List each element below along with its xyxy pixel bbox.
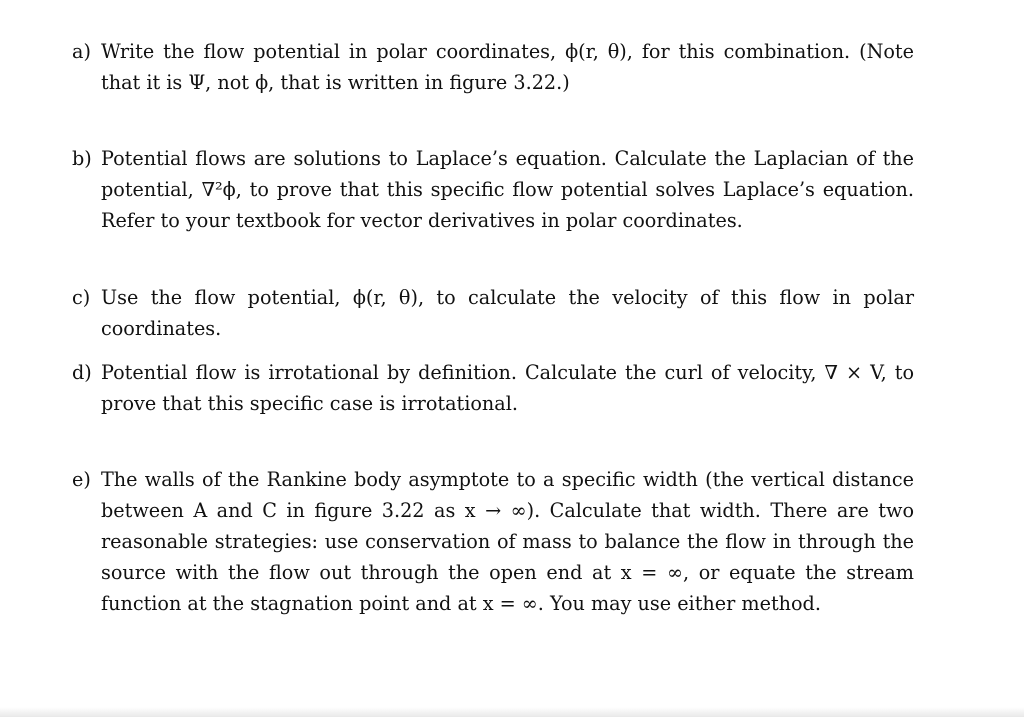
question-label: a) xyxy=(72,40,91,63)
question-c xyxy=(72,282,914,344)
question-e xyxy=(72,464,914,619)
question-d xyxy=(72,357,914,419)
question-b xyxy=(72,143,914,236)
question-text: Write the flow potential in polar coordinates, ϕ(r, θ), for this combination. (Note that it is Ψ, not ϕ, that is written in figure 3.22.) xyxy=(101,40,914,94)
question-label: d) xyxy=(72,361,92,384)
question-text: Use the flow potential, ϕ(r, θ), to calculate the velocity of this flow in polar coordinates. xyxy=(101,286,914,340)
question-text: Potential flows are solutions to Laplace’s equation. Calculate the Laplacian of the potential, ∇²ϕ, to prove that this specific flow potential solves Laplace’s equation. Refer to your textbook for vector derivatives in polar coordinates. xyxy=(101,147,914,232)
question-label: c) xyxy=(72,286,91,309)
question-label: e) xyxy=(72,468,91,491)
question-a xyxy=(72,36,914,98)
question-label: b) xyxy=(72,147,92,170)
page-bottom-edge xyxy=(0,707,1024,717)
question-text: Potential flow is irrotational by definition. Calculate the curl of velocity, ∇ × V, to prove that this specific case is irrotational. xyxy=(101,361,914,415)
question-text: The walls of the Rankine body asymptote to a specific width (the vertical distance between A and C in figure 3.22 as x → ∞). Calculate that width. There are two reasonable strategies: use conservation of mass to balance the flow in through the source with the flow out through the open end at x = ∞, or equate the stream function at the stagnation point and at x = ∞. You may use either method. xyxy=(101,468,914,615)
